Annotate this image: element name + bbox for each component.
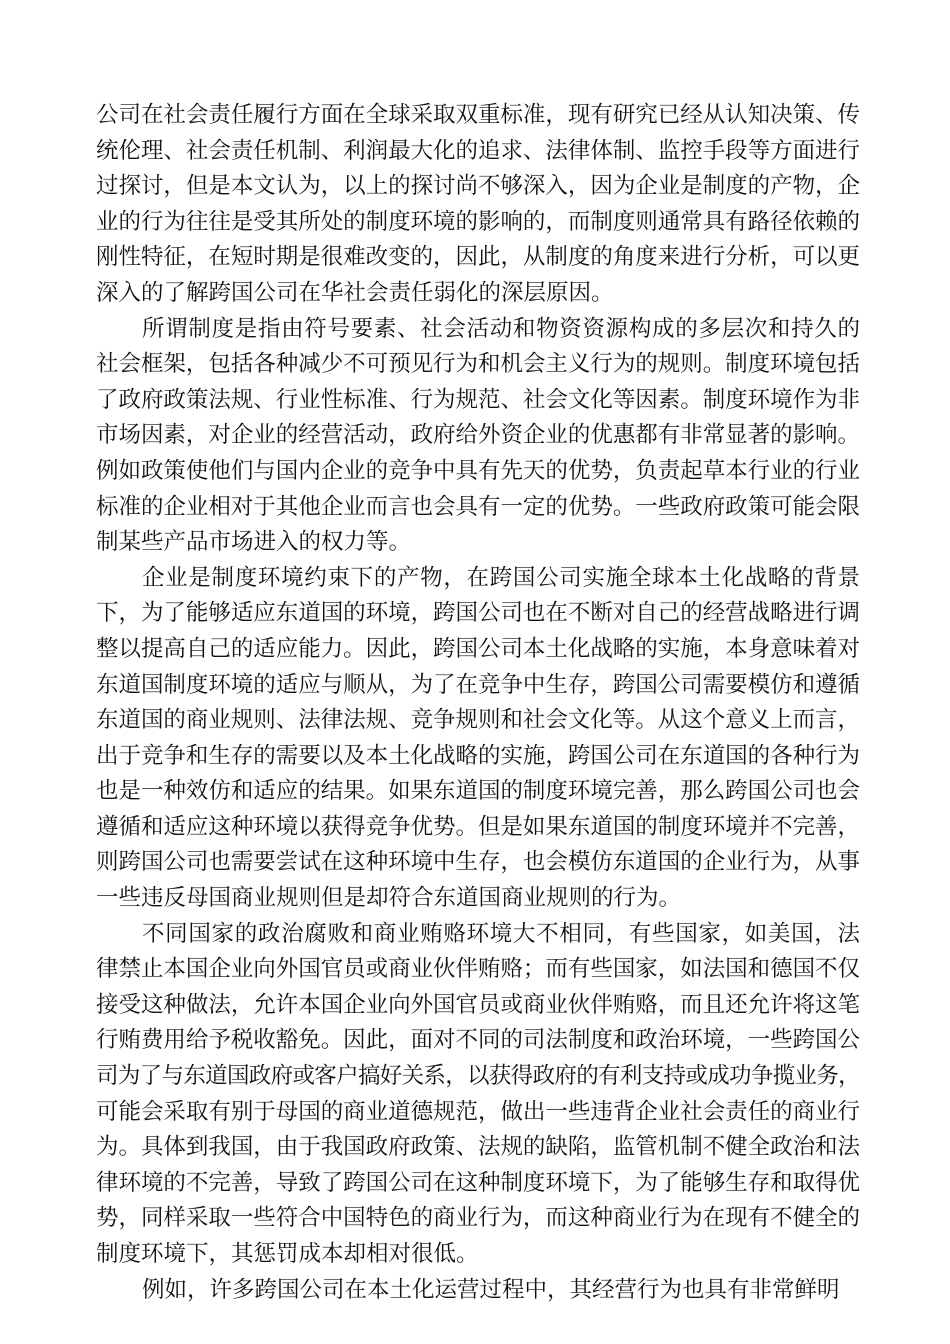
text-line: 东道国的商业规则、法律法规、竞争规则和社会文化等。从这个意义上而言， — [96, 707, 860, 734]
paragraph-2 — [96, 312, 860, 561]
text-line: 下，为了能够适应东道国的环境，跨国公司也在不断对自己的经营战略进行调 — [96, 600, 860, 627]
text-line: 为。具体到我国，由于我国政府政策、法规的缺陷，监管机制不健全政治和法 — [96, 1134, 860, 1161]
text-line: 市场因素，对企业的经营活动，政府给外资企业的优惠都有非常显著的影响。 — [96, 422, 860, 449]
text-line: 业的行为往往是受其所处的制度环境的影响的，而制度则通常具有路径依赖的 — [96, 208, 860, 235]
text-line: 则跨国公司也需要尝试在这种环境中生存，也会模仿东道国的企业行为，从事 — [96, 849, 860, 876]
text-line: 社会框架，包括各种减少不可预见行为和机会主义行为的规则。制度环境包括 — [96, 351, 860, 378]
text-line: 例如政策使他们与国内企业的竞争中具有先天的优势，负责起草本行业的行业 — [96, 457, 860, 484]
text-line: 整以提高自己的适应能力。因此，跨国公司本土化战略的实施，本身意味着对 — [96, 635, 860, 662]
text-line: 司为了与东道国政府或客户搞好关系，以获得政府的有利支持或成功争揽业务， — [96, 1063, 860, 1090]
paragraph-5 — [96, 1273, 860, 1309]
text-line: 可能会采取有别于母国的商业道德规范，做出一些违背企业社会责任的商业行 — [96, 1098, 860, 1125]
text-line: 也是一种效仿和适应的结果。如果东道国的制度环境完善，那么跨国公司也会 — [96, 778, 860, 805]
text-line: 标准的企业相对于其他企业而言也会具有一定的优势。一些政府政策可能会限 — [96, 493, 860, 520]
text-line: 公司在社会责任履行方面在全球采取双重标准，现有研究已经从认知决策、传 — [96, 102, 860, 128]
text-line: 律环境的不完善，导致了跨国公司在这种制度环境下，为了能够生存和取得优 — [96, 1169, 860, 1196]
text-line: 深入的了解跨国公司在华社会责任弱化的深层原因。 — [96, 279, 614, 306]
text-line: 东道国制度环境的适应与顺从，为了在竞争中生存，跨国公司需要模仿和遵循 — [96, 671, 860, 698]
text-line: 律禁止本国企业向外国官员或商业伙伴贿赂；而有些国家，如法国和德国不仅 — [96, 956, 860, 983]
text-line: 势，同样采取一些符合中国特色的商业行为，而这种商业行为在现有不健全的 — [96, 1205, 860, 1232]
text-line: 企业是制度环境约束下的产物，在跨国公司实施全球本土化战略的背景 — [142, 564, 860, 591]
text-line: 接受这种做法，允许本国企业向外国官员或商业伙伴贿赂，而且还允许将这笔 — [96, 991, 860, 1018]
text-line: 过探讨，但是本文认为，以上的探讨尚不够深入，因为企业是制度的产物，企 — [96, 173, 860, 200]
paragraph-4 — [96, 917, 860, 1273]
text-line: 行贿费用给予税收豁免。因此，面对不同的司法制度和政治环境，一些跨国公 — [96, 1027, 860, 1054]
text-line: 遵循和适应这种环境以获得竞争优势。但是如果东道国的制度环境并不完善， — [96, 813, 860, 840]
text-line: 了政府政策法规、行业性标准、行为规范、社会文化等因素。制度环境作为非 — [96, 386, 860, 413]
text-line: 一些违反母国商业规则但是却符合东道国商业规则的行为。 — [96, 885, 682, 912]
text-line: 出于竞争和生存的需要以及本土化战略的实施，跨国公司在东道国的各种行为 — [96, 742, 860, 769]
text-line: 刚性特征，在短时期是很难改变的，因此，从制度的角度来进行分析，可以更 — [96, 244, 860, 271]
text-line: 统伦理、社会责任机制、利润最大化的追求、法律体制、监控手段等方面进行 — [96, 137, 860, 164]
paragraph-3 — [96, 561, 860, 917]
paragraph-1 — [96, 98, 860, 312]
text-line: 不同国家的政治腐败和商业贿赂环境大不相同，有些国家，如美国，法 — [142, 920, 860, 947]
text-line: 制度环境下，其惩罚成本却相对很低。 — [96, 1241, 479, 1267]
text-line: 所谓制度是指由符号要素、社会活动和物资资源构成的多层次和持久的 — [142, 315, 860, 342]
text-line: 制某些产品市场进入的权力等。 — [96, 529, 412, 556]
text-line: 例如，许多跨国公司在本土化运营过程中，其经营行为也具有非常鲜明 — [142, 1276, 840, 1303]
body-text — [96, 98, 860, 1308]
